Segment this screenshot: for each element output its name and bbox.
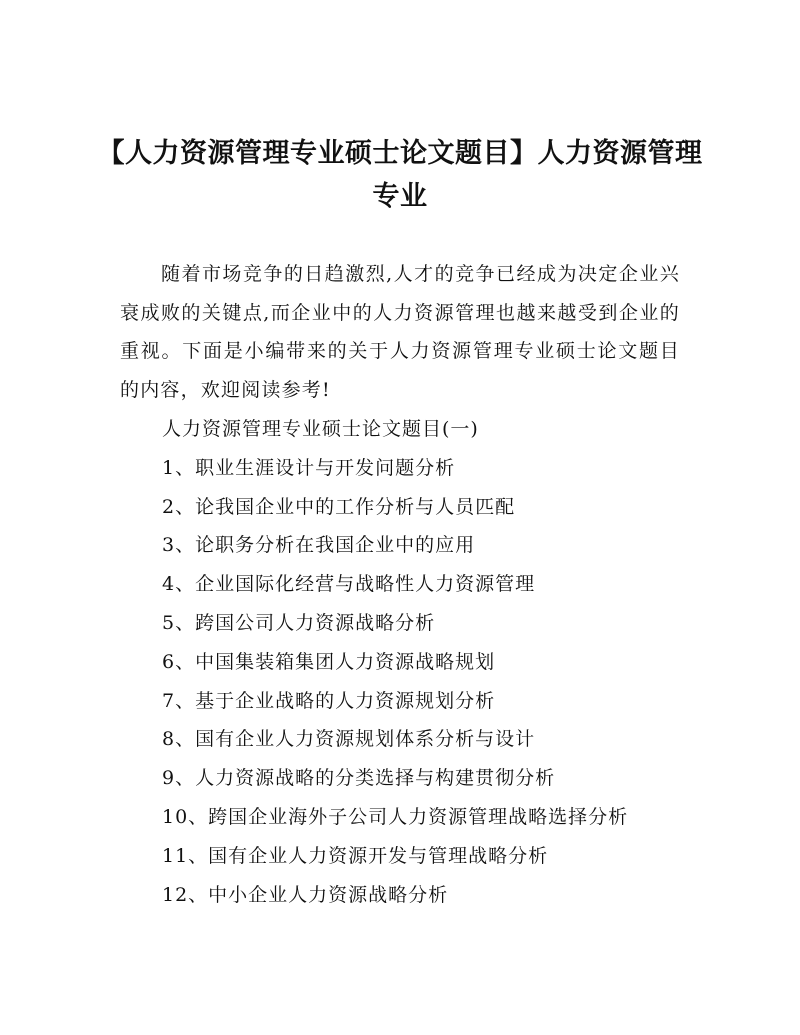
list-item: 8、国有企业人力资源规划体系分析与设计 bbox=[162, 728, 536, 751]
list-item: 3、论职务分析在我国企业中的应用 bbox=[162, 534, 476, 557]
list-item: 9、人力资源战略的分类选择与构建贯彻分析 bbox=[162, 767, 556, 790]
list-item: 11、国有企业人力资源开发与管理战略分析 bbox=[162, 844, 549, 867]
list-item: 7、基于企业战略的人力资源规划分析 bbox=[162, 689, 496, 712]
list-item: 4、企业国际化经营与战略性人力资源管理 bbox=[162, 573, 536, 596]
list-item: 1、职业生涯设计与开发问题分析 bbox=[162, 456, 456, 479]
list-item: 6、中国集装箱集团人力资源战略规划 bbox=[162, 650, 496, 673]
topic-list bbox=[162, 410, 628, 914]
section-heading: 人力资源管理专业硕士论文题目(一) bbox=[162, 418, 479, 440]
document-title: 【人力资源管理专业硕士论文题目】人力资源管理专业 bbox=[97, 138, 703, 212]
list-item: 10、跨国企业海外子公司人力资源管理战略选择分析 bbox=[162, 805, 629, 828]
list-item: 5、跨国公司人力资源战略分析 bbox=[162, 611, 436, 634]
intro-paragraph: 随着市场竞争的日趋激烈,人才的竞争已经成为决定企业兴衰成败的关键点,而企业中的人力资源管理也越来越受到企业的重视。下面是小编带来的关于人力资源管理专业硕士论文题目的内容，欢迎阅读参考! bbox=[120, 263, 680, 401]
list-item: 2、论我国企业中的工作分析与人员匹配 bbox=[162, 495, 516, 518]
list-item: 12、中小企业人力资源战略分析 bbox=[162, 883, 449, 906]
